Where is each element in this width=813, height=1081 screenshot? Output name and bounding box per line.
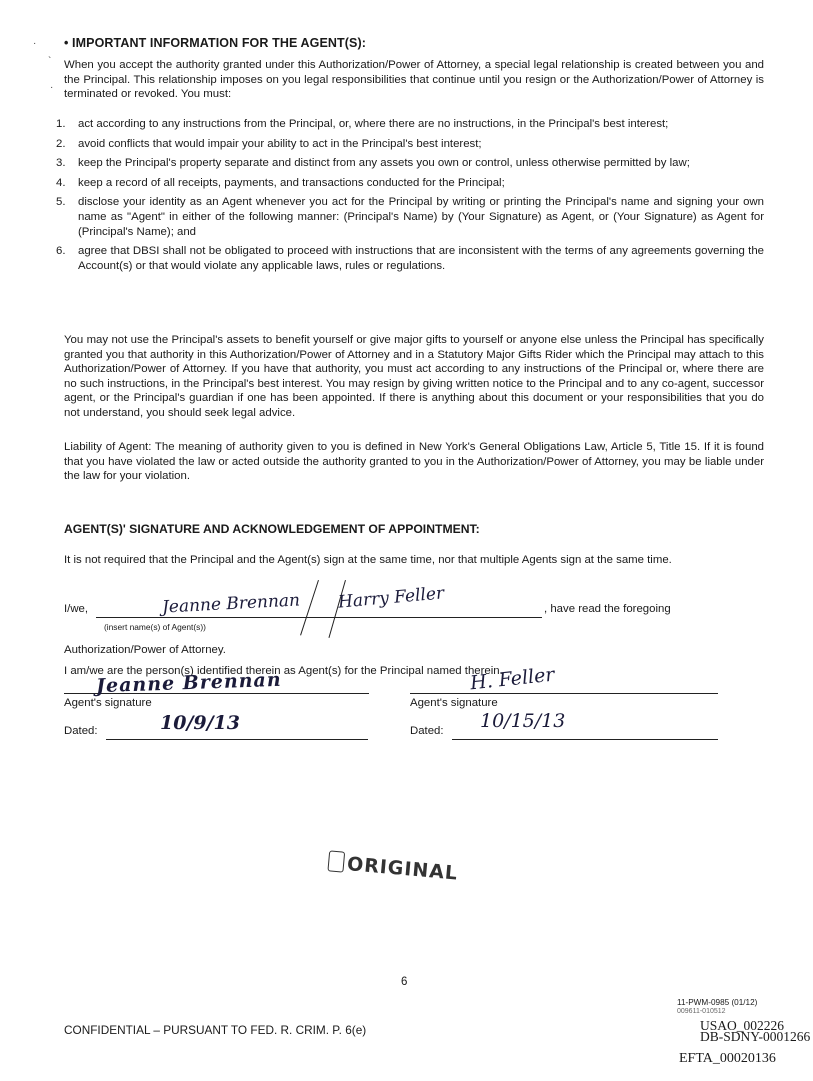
list-item-text: act according to any instructions from the Principal, or, where there are no instructions, in the Principal's best interest; <box>78 118 669 130</box>
list-item <box>52 117 764 132</box>
list-item-number: 1. <box>56 118 66 130</box>
confidential-notice: CONFIDENTIAL – PURSUANT TO FED. R. CRIM. P. 6(e) <box>64 1023 367 1037</box>
intro-paragraph: When you accept the authority granted under this Authorization/Power of Attorney, a special legal relationship is created between you and the Principal. This relationship imposes on you legal responsibilities that continue until you resign or the Authorization/Power of Attorney is terminated or revoked. You must: <box>64 59 764 101</box>
agent-name-handwriting-2: Harry Feller <box>337 583 445 613</box>
scan-speck: ` <box>48 56 52 67</box>
list-item-number: 3. <box>56 157 66 170</box>
scan-speck: · <box>50 82 54 93</box>
separator-slash <box>300 580 319 635</box>
form-code-line-1: 11-PWM-0985 (01/12) <box>677 998 758 1007</box>
list-item-number: 2. <box>56 137 66 150</box>
agent-signature-line-2 <box>410 693 718 694</box>
list-item-text: agree that DBSI shall not be obligated to proceed with instructions that are inconsistent with the terms of any agreements governing the Account(s) or that would violate any applicable laws, rules or regulations. <box>78 245 764 272</box>
list-item <box>52 195 764 239</box>
dated-label-2: Dated: <box>410 725 444 737</box>
agent-duties-list <box>52 117 764 278</box>
list-item-text: keep a record of all receipts, payments, and transactions conducted for the Principal; <box>78 176 505 189</box>
stamp-box-icon <box>327 850 345 872</box>
bates-usao: USAO_002226 <box>700 1018 785 1033</box>
agent-name-handwriting-1: Jeanne Brennan <box>161 590 301 618</box>
list-item-text: keep the Principal's property separate and distinct from any assets you own or control, unless otherwise permitted by law; <box>78 157 690 170</box>
timing-note: It is not required that the Principal and the Agent(s) sign at the same time, nor that multiple Agents sign at the same time. <box>64 554 672 566</box>
efta-number: EFTA_00020136 <box>679 1051 776 1066</box>
date-handwriting-2: 10/15/13 <box>480 710 566 732</box>
agent-signature-1: Jeanne Brennan <box>95 668 282 698</box>
dated-label-1: Dated: <box>64 725 98 737</box>
bates-db-sdny: DB-SDNY-0001266 <box>700 1029 811 1044</box>
liability-paragraph: Liability of Agent: The meaning of authority given to you is defined in New York's General Obligations Law, Article 5, Title 15. If it is found that you have violated the law or acted outside the authority granted to you in the Authorization/Power of Attorney, you may be liable under the law for your violation. <box>64 441 764 483</box>
date-line-1 <box>106 739 368 740</box>
agent-signature-2: H. Feller <box>469 663 556 695</box>
acknowledgement-heading: AGENT(S)' SIGNATURE AND ACKNOWLEDGEMENT OF APPOINTMENT: <box>64 522 480 536</box>
list-item-text: disclose your identity as an Agent whenever you act for the Principal by writing or printing the Principal's name and signing your own name as "Agent" in either of the following manner: (Principal's Name) by (Your Signature) as Agent, or (Your Signature) as Agent for (Principal's Name); and <box>78 196 764 238</box>
original-stamp <box>327 850 459 884</box>
list-item <box>52 176 764 191</box>
form-code <box>677 998 757 1016</box>
list-item-number: 4. <box>56 176 66 189</box>
insert-names-hint: (insert name(s) of Agent(s)) <box>104 622 206 632</box>
important-info-heading: • IMPORTANT INFORMATION FOR THE AGENT(S): <box>64 36 366 50</box>
iwe-label: I/we, <box>64 603 89 615</box>
stamp-text: ORIGINAL <box>346 853 459 885</box>
have-read-text: , have read the foregoing <box>544 603 671 615</box>
gifts-paragraph: You may not use the Principal's assets to benefit yourself or give major gifts to yourself or anyone else unless the Principal has specifically granted you that authority in this Authorization/Power of Attorney and in a Statutory Major Gifts Rider which the Principal may attach to this Authorization/Power of Attorney. If you have that authority, you must act according to any instructions of the Principal or, where there are no such instructions, in the Principal's best interest. You may resign by giving written notice to the Principal and to any co-agent, successor agent, or the Principal's guardian if one has been appointed. If there is anything about this document or your responsibilities that you do not understand, you should seek legal advice. <box>64 334 764 419</box>
list-item-number: 6. <box>56 245 66 258</box>
list-item-text: avoid conflicts that would impair your ability to act in the Principal's best interest; <box>78 137 482 150</box>
identified-text: I am/we are the person(s) identified therein as Agent(s) for the Principal named therein. <box>64 665 503 677</box>
list-item <box>52 137 764 152</box>
agent-signature-label-1: Agent's signature <box>64 697 152 709</box>
form-code-line-2: 009611-010512 <box>677 1008 726 1015</box>
date-handwriting-1: 10/9/13 <box>160 712 240 734</box>
list-item <box>52 244 764 273</box>
scan-speck: · <box>33 38 37 49</box>
auth-line-text: Authorization/Power of Attorney. <box>64 644 226 656</box>
list-item <box>52 156 764 171</box>
list-item-number: 5. <box>56 196 66 209</box>
agent-signature-label-2: Agent's signature <box>410 697 498 709</box>
date-line-2 <box>452 739 718 740</box>
page-number: 6 <box>401 976 408 988</box>
